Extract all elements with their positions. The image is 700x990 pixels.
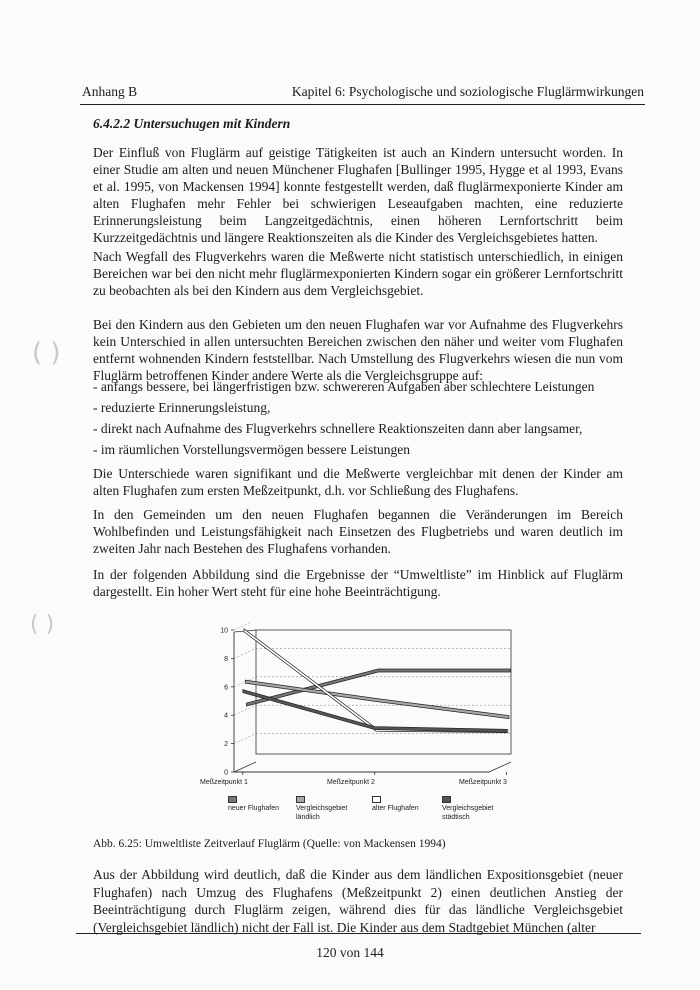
y-tick-label: 10: [220, 627, 228, 635]
y-tick-label: 4: [224, 712, 228, 720]
paragraph-after-figure: Aus der Abbildung wird deutlich, daß die Kinder aus dem ländlichen Expositionsgebiet (neuer Flughafen) nach Umzug des Flughafens (Meßzeitpunkt 2) einen deutlichen Anstieg der Beeinträchtigung durch Fluglärm zeigen, während dies für das ländliche Vergleichsgebiet (Vergleichsgebiet ländlich) nicht der Fall ist. Die Kinder aus dem Stadtgebiet München (alter: [93, 867, 623, 935]
list-item: - anfangs bessere, bei längerfristigen bzw. schwereren Aufgaben aber schlechtere Leistungen: [93, 379, 595, 394]
series-ribbon: [245, 680, 509, 719]
gridline: [234, 622, 256, 630]
legend-swatch: [228, 796, 237, 803]
gridline: [234, 734, 256, 744]
list-item: - im räumlichen Vorstellungsvermögen bessere Leistungen: [93, 442, 411, 457]
y-tick-label: 0: [224, 769, 228, 777]
legend-swatch: [372, 796, 381, 803]
page-number: 120 von 144: [316, 945, 384, 960]
punch-hole-mark: ( ): [30, 612, 55, 637]
list-item: - reduzierte Erinnerungsleistung,: [93, 400, 271, 415]
legend-item: [372, 796, 422, 814]
paragraph-neuer-flughafen: Bei den Kindern aus den Gebieten um den neuen Flughafen war vor Aufnahme des Flugverkehrs kein Unterschied in allen untersuchten Bereichen zwischen den näher und weiter vom Flughafen entfernt wohnenden Kindern feststellbar. Nach Umstellung des Flugverkehrs wiesen die nun vom Fluglärm betroffenen Kinder andere Werte als die Vergleichsgruppe auf:: [93, 317, 623, 383]
paragraph-wegfall: Nach Wegfall des Flugverkehrs waren die Meßwerte nicht statistisch unterschiedlich, in einigen Bereichen war bei den nicht mehr fluglärmexponierten Kindern sogar ein größerer Lernfortschritt zu beobachten als bei den Kindern aus dem Vergleichsgebiet.: [93, 249, 623, 298]
x-tick-label: Meßzeitpunkt 1: [200, 779, 248, 786]
header-left: Anhang B: [82, 84, 138, 99]
paragraph-figure-intro: In der folgenden Abbildung sind die Ergebnisse der “Umweltliste” im Hinblick auf Fluglärm dargestellt. Ein hoher Wert steht für eine hohe Beeinträchtigung.: [93, 567, 623, 599]
figure-caption: Abb. 6.25: Umweltliste Zeitverlauf Fluglärm (Quelle: von Mackensen 1994): [93, 838, 446, 850]
legend-item: [442, 796, 514, 822]
x-tick-label: Meßzeitpunkt 2: [327, 779, 375, 786]
chart-floor-edge: [234, 762, 256, 772]
legend-label: Vergleichsgebiet städtisch: [442, 805, 494, 821]
line-chart: [196, 622, 526, 832]
legend-item: [296, 796, 364, 822]
list-item: - direkt nach Aufnahme des Flugverkehrs schnellere Reaktionszeiten dann aber langsamer,: [93, 421, 583, 436]
paragraph-gemeinden: In den Gemeinden um den neuen Flughafen begannen die Veränderungen im Bereich Wohlbefinden und Leistungsfähigkeit nach Einsetzen des Flugbetriebs und waren deutlich im zweiten Jahr nach Bestehen des Flughafens vorhanden.: [93, 507, 623, 556]
gridline: [234, 648, 256, 658]
chart-plot: [196, 622, 526, 782]
page-header: [82, 84, 644, 104]
paragraph-signifikant: Die Unterschiede waren signifikant und die Meßwerte vergleichbar mit denen der Kinder am alten Flughafen zum ersten Meßzeitpunkt, d.h. vor Schließung des Flughafens.: [93, 466, 623, 498]
chart-floor-edge: [489, 762, 511, 772]
y-tick-label: 8: [224, 655, 228, 663]
legend-swatch: [296, 796, 305, 803]
section-title: 6.4.2.2 Untersuchugen mit Kindern: [93, 116, 291, 131]
series-ribbon: [244, 629, 508, 733]
legend-label: alter Flughafen: [372, 805, 419, 812]
y-tick-label: 6: [224, 684, 228, 692]
legend-swatch: [442, 796, 451, 803]
legend-label: neuer Flughafen: [228, 805, 279, 812]
punch-hole-mark: ( ): [32, 338, 61, 368]
y-tick-label: 2: [224, 741, 228, 749]
footer-rule: [76, 933, 641, 934]
gridline: [234, 705, 256, 715]
legend-label: Vergleichsgebiet ländlich: [296, 805, 348, 821]
paragraph-intro: Der Einfluß von Fluglärm auf geistige Tätigkeiten ist auch an Kindern untersucht worden. In einer Studie am alten und neuen Münchener Flughafen [Bullinger 1995, Hygge et al 1993, Evans et al. 1995, von Mackensen 1994] konnte festgestellt werden, daß fluglärmexponierte Kinder am alten Flughafen mehr Fehler bei schwierigen Leseaufgaben machten, eine reduzierte Erinnerungsleistung beim Langzeitgedächtnis, einen höheren Lernfortschritt beim Kurzzeitgedächtnis und längere Reaktionszeiten als die Kinder des Vergleichsgebietes hatten.: [93, 145, 623, 245]
x-tick-label: Meßzeitpunkt 3: [459, 779, 507, 786]
header-right: Kapitel 6: Psychologische und soziologische Fluglärmwirkungen: [291, 84, 644, 99]
header-rule: [80, 104, 645, 105]
legend-item: [228, 796, 288, 814]
